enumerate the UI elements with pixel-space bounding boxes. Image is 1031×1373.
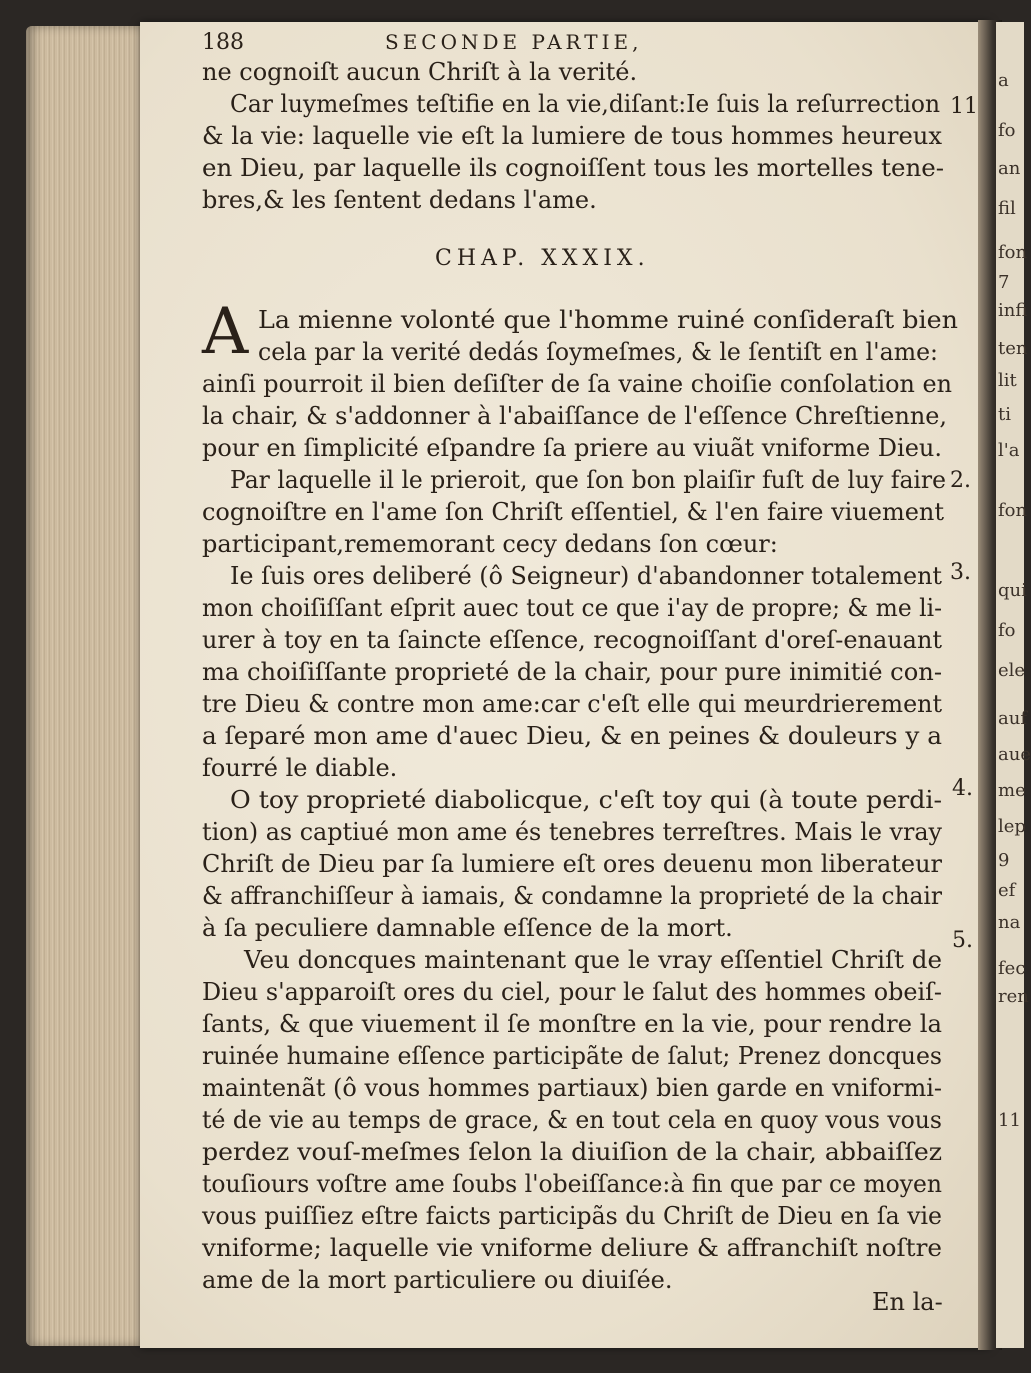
running-title: SECONDE PARTIE,	[385, 30, 643, 54]
text-line: a ſeparé mon ame d'auec Dieu, & en peines & douleurs y a	[202, 722, 942, 750]
drop-cap: A	[202, 295, 249, 369]
text-line: ma choiſiſſante proprieté de la chair, pour pure inimitié con-	[202, 658, 942, 686]
text-line: Par laquelle il le prieroit, que ſon bon plaiſir fuſt de luy faire	[230, 466, 946, 494]
text-line: touſiours voſtre ame ſoubs l'obeiſſance:à fin que par ce moyen	[202, 1170, 942, 1198]
text-line: pour en ſimplicité eſpandre ſa priere au viuãt vniforme Dieu.	[202, 434, 942, 462]
next-page-fragment: ef	[998, 880, 1016, 901]
margin-number: 4.	[952, 776, 973, 801]
next-page-fragment: fon	[998, 500, 1028, 521]
text-line: O toy proprieté diabolicque, c'eſt toy qui (à toute perdi-	[230, 786, 942, 814]
next-page-fragment: ele	[998, 660, 1026, 681]
next-page-fragment: qui	[998, 580, 1027, 601]
text-line: Chriſt de Dieu par ſa lumiere eſt ores deuenu mon liberateur	[202, 850, 942, 878]
text-line: maintenãt (ô vous hommes partiaux) bien garde en vniformi-	[202, 1074, 942, 1102]
text-line: Car luymeſmes teſtifie en la vie,diſant:Ie ſuis la reſurrection	[230, 90, 940, 118]
next-page-fragment: 11	[998, 1110, 1021, 1131]
chapter-heading: CHAP. XXXIX.	[435, 246, 650, 271]
next-page-fragment: ten	[998, 338, 1028, 359]
book-fore-edge	[26, 26, 146, 1346]
text-line: fourré le diable.	[202, 754, 398, 782]
next-page-edge	[996, 22, 1031, 1348]
text-line: Ie ſuis ores deliberé (ô Seigneur) d'abandonner totalement	[230, 562, 942, 590]
next-page-fragment: na	[998, 912, 1021, 933]
text-line: tre Dieu & contre mon ame:car c'eſt elle qui meurdrierement	[202, 690, 942, 718]
text-line: té de vie au temps de grace, & en tout cela en quoy vous vous	[202, 1106, 942, 1134]
next-page-fragment: an	[998, 158, 1021, 179]
next-page-fragment: a	[998, 70, 1009, 91]
next-page-fragment: 7	[998, 272, 1010, 293]
text-line: urer à toy en ta ſaincte eſſence, recognoiſſant d'oreſ-enauant	[202, 626, 942, 654]
text-line: ainſi pourroit il bien deſiſter de ſa vaine choiſie conſolation en	[202, 370, 952, 398]
text-line: en Dieu, par laquelle ils cognoiſſent tous les mortelles tene-	[202, 154, 944, 182]
margin-number: 5.	[952, 928, 973, 953]
text-line: ne cognoiſt aucun Chriſt à la verité.	[202, 58, 638, 86]
text-line: vniforme; laquelle vie vniforme deliure & affranchiſt noſtre	[202, 1234, 942, 1262]
next-page-fragment: lep	[998, 816, 1026, 837]
text-line: cela par la verité dedás ſoymeſmes, & le ſentiſt en l'ame:	[258, 338, 938, 366]
text-line: participant,rememorant cecy dedans ſon cœur:	[202, 530, 778, 558]
next-page-fragment: fec	[998, 958, 1026, 979]
text-line: Dieu s'apparoiſt ores du ciel, pour le ſalut des hommes obeiſ-	[202, 978, 942, 1006]
next-page-fragment: 9	[998, 850, 1010, 871]
margin-number: 11	[950, 94, 978, 119]
next-page-fragment: ren	[998, 986, 1029, 1007]
text-line: bres,& les ſentent dedans l'ame.	[202, 186, 597, 214]
next-page-fragment: aue	[998, 744, 1031, 765]
text-line: ruinée humaine eſſence participãte de ſalut; Prenez doncques	[202, 1042, 942, 1070]
margin-number: 3.	[950, 560, 971, 585]
text-line: mon choiſiſſant eſprit auec tout ce que i'ay de propre; & me li-	[202, 594, 942, 622]
text-line: & affranchiſſeur à iamais, & condamne la proprieté de la chair	[202, 882, 942, 910]
next-page-fragment: fil	[998, 198, 1016, 219]
next-page-fragment: ti	[998, 404, 1011, 425]
next-page-fragment: auf	[998, 708, 1027, 729]
text-line: tion) as captiué mon ame és tenebres terreſtres. Mais le vray	[202, 818, 942, 846]
next-page-fragment: fo	[998, 620, 1016, 641]
catchword: En la-	[872, 1288, 943, 1316]
next-page-fragment: me	[998, 780, 1026, 801]
next-page-fragment: fon	[998, 242, 1028, 263]
text-line: ſants, & que viuement il ſe monſtre en la vie, pour rendre la	[202, 1010, 942, 1038]
text-line: La mienne volonté que l'homme ruiné conſideraſt bien	[258, 306, 958, 334]
text-line: & la vie: laquelle vie eſt la lumiere de tous hommes heureux	[202, 122, 942, 150]
text-line: vous puiſſiez eſtre faicts participãs du Chriſt de Dieu en ſa vie	[202, 1202, 942, 1230]
text-line: la chair, & s'addonner à l'abaiſſance de l'eſſence Chreſtienne,	[202, 402, 947, 430]
text-line: perdez vouſ-meſmes ſelon la diuiſion de la chair, abbaiſſez	[202, 1138, 943, 1166]
next-page-fragment: infi	[998, 300, 1028, 321]
margin-number: 2.	[950, 468, 971, 493]
text-line: cognoiſtre en l'ame ſon Chriſt eſſentiel, & l'en faire viuement	[202, 498, 944, 526]
text-line: ame de la mort particuliere ou diuiſée.	[202, 1266, 673, 1294]
next-page-fragment: l'a	[998, 440, 1020, 461]
page-number: 188	[202, 30, 244, 55]
next-page-fragment: fo	[998, 120, 1016, 141]
next-page-fragment: lit	[998, 370, 1017, 391]
text-line: à ſa peculiere damnable eſſence de la mort.	[202, 914, 733, 942]
text-line: Veu doncques maintenant que le vray eſſentiel Chriſt de	[244, 946, 942, 974]
